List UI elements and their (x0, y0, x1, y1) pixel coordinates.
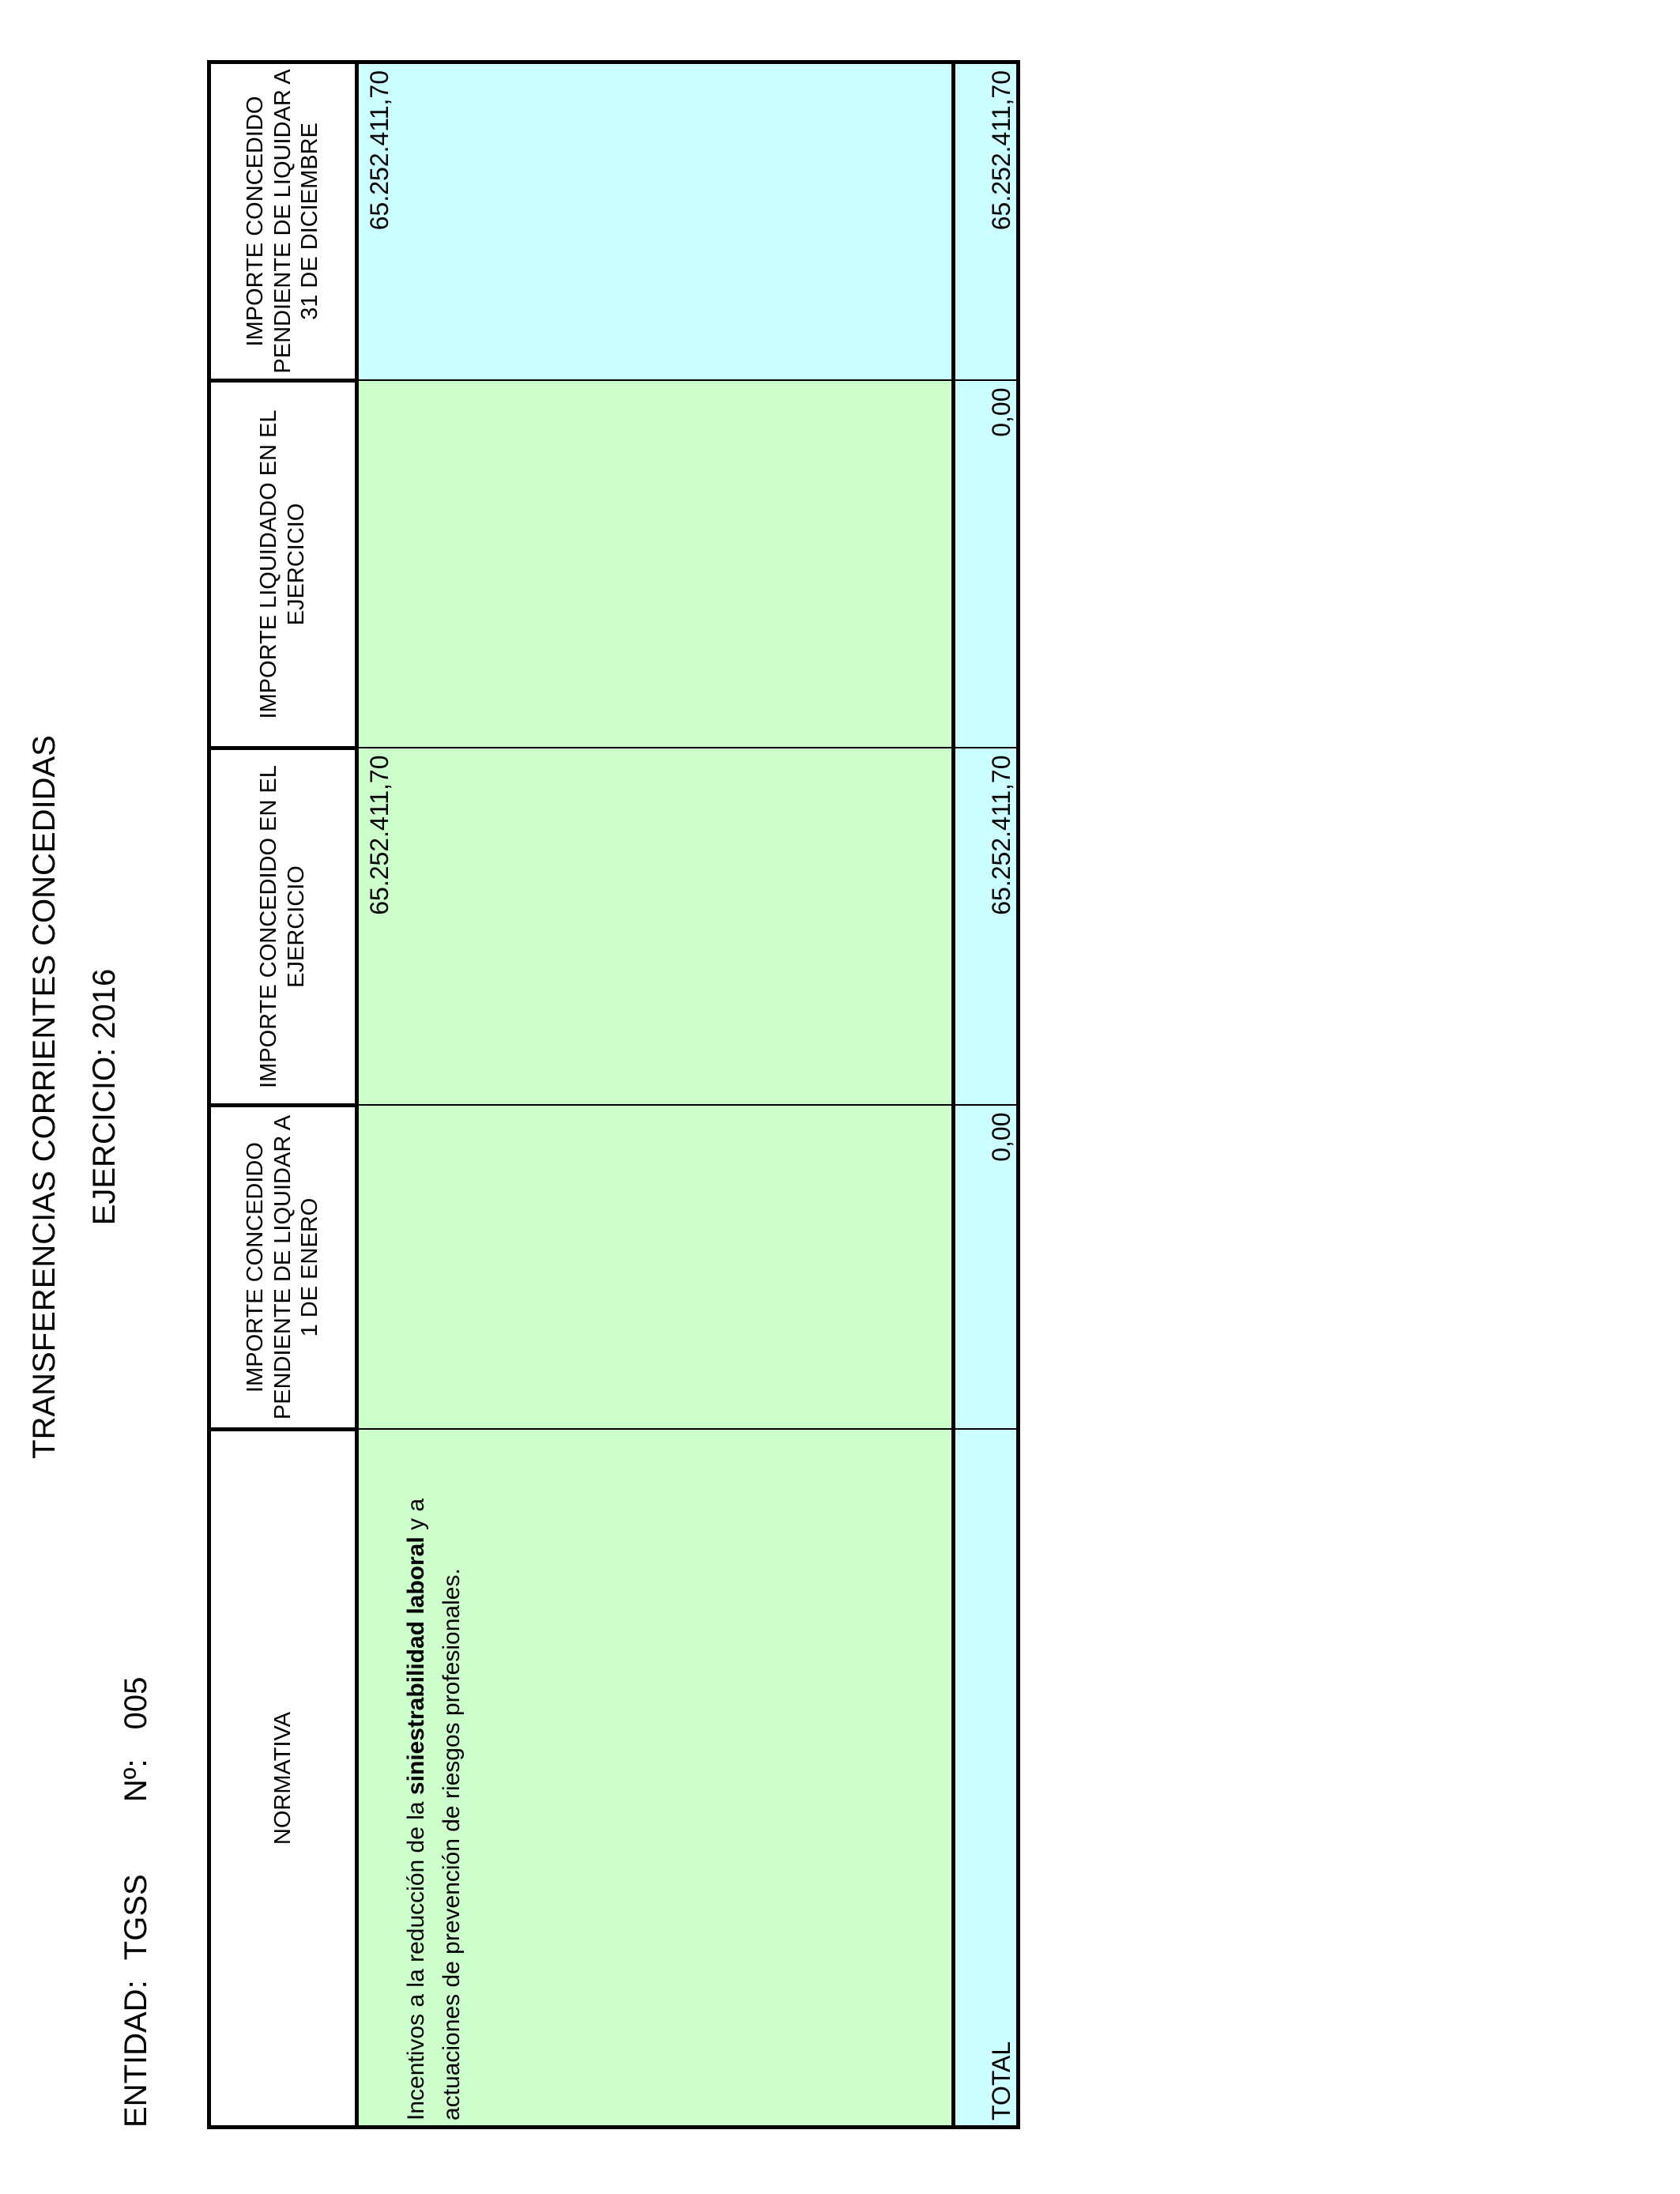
column-header-concedido: IMPORTE CONCEDIDO EN EL EJERCICIO (209, 748, 357, 1106)
entity-line (119, 1677, 154, 2128)
number-value: 005 (119, 1676, 153, 1730)
entity-value: TGSS (119, 1874, 153, 1961)
normativa-cell (357, 1430, 954, 2128)
normativa-text-part1: Incentivos a la reducción de la (403, 1795, 429, 2120)
normativa-text-part2: y a actuaciones de prevención de riesgos profesionales. (403, 1498, 465, 2120)
total-liquidado: 0,00 (954, 381, 1019, 748)
table-row (357, 62, 954, 2128)
document-subtitle-ejercicio: EJERCICIO: 2016 (87, 968, 122, 1226)
pendiente-diciembre-cell: 65.252.411,70 (357, 62, 954, 381)
column-header-pendiente-enero: IMPORTE CONCEDIDO PENDIENTE DE LIQUIDAR A 1 DE ENERO (209, 1106, 357, 1430)
transfers-table (207, 60, 1020, 2129)
number-label: Nº: (119, 1759, 153, 1803)
document-title: TRANSFERENCIAS CORRIENTES CONCEDIDAS (27, 735, 62, 1459)
normativa-text-bold: siniestrabilidad laboral (403, 1536, 429, 1796)
total-concedido: 65.252.411,70 (954, 748, 1019, 1106)
pendiente-enero-cell (357, 1106, 954, 1430)
table-header-row (209, 62, 357, 2128)
column-header-pendiente-diciembre: IMPORTE CONCEDIDO PENDIENTE DE LIQUIDAR A 31 DE DICIEMBRE (209, 62, 357, 381)
entity-label: ENTIDAD: (119, 1980, 153, 2128)
total-row (954, 62, 1019, 2128)
total-label: TOTAL (954, 1430, 1019, 2128)
concedido-cell: 65.252.411,70 (357, 748, 954, 1106)
column-header-normativa: NORMATIVA (209, 1430, 357, 2128)
column-header-liquidado: IMPORTE LIQUIDADO EN EL EJERCICIO (209, 381, 357, 748)
liquidado-cell (357, 381, 954, 748)
total-pendiente-diciembre: 65.252.411,70 (954, 62, 1019, 381)
total-pendiente-enero: 0,00 (954, 1106, 1019, 1430)
